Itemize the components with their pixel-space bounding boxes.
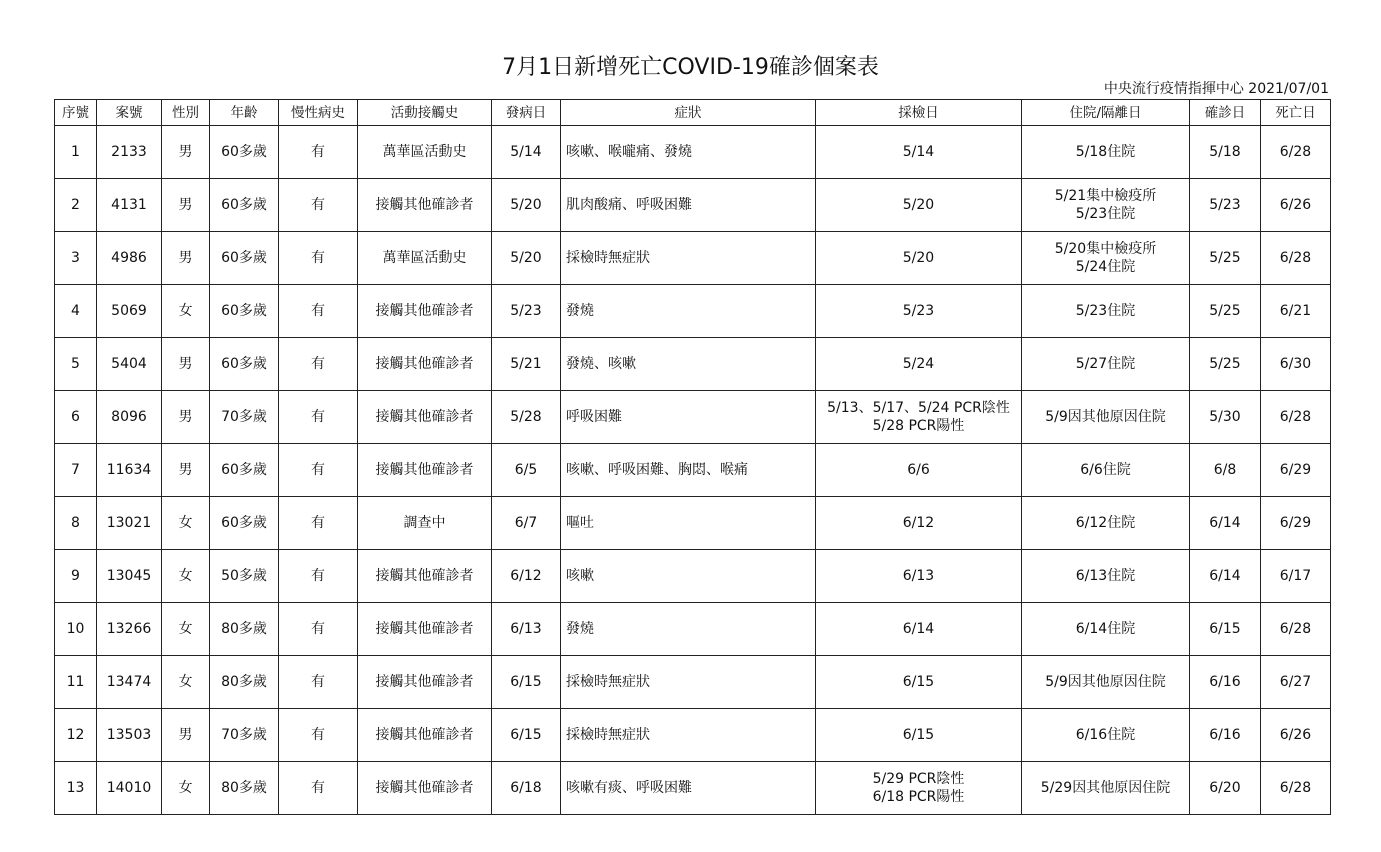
cell-age: 50多歲 [210, 550, 279, 603]
cell-death-date: 6/28 [1261, 391, 1331, 444]
cell-seq: 9 [55, 550, 97, 603]
cell-admit-date-line: 5/21集中檢疫所 [1054, 188, 1157, 204]
cell-confirm-date: 6/8 [1190, 444, 1261, 497]
cell-test-date-line: 5/23 [902, 303, 935, 319]
cell-onset-date: 6/15 [492, 709, 561, 762]
cell-age: 80多歲 [210, 762, 279, 815]
cell-sex: 女 [162, 656, 210, 709]
cell-onset-date: 5/28 [492, 391, 561, 444]
cell-sex: 男 [162, 179, 210, 232]
cell-onset-date: 6/18 [492, 762, 561, 815]
table-row [55, 126, 1331, 179]
cell-admit-date [1022, 762, 1190, 815]
table-row [55, 232, 1331, 285]
cell-seq: 3 [55, 232, 97, 285]
cell-chronic-history: 有 [279, 232, 358, 285]
cell-confirm-date: 6/16 [1190, 709, 1261, 762]
cell-test-date [816, 338, 1022, 391]
cell-admit-date-line: 5/23住院 [1075, 303, 1136, 319]
cell-admit-date [1022, 656, 1190, 709]
cell-sex: 女 [162, 497, 210, 550]
cell-admit-date-line: 6/12住院 [1075, 515, 1136, 531]
header-row [55, 100, 1331, 126]
cell-admit-date-line: 5/18住院 [1075, 144, 1136, 160]
column-header: 序號 [55, 100, 97, 126]
cell-chronic-history: 有 [279, 709, 358, 762]
cell-admit-date [1022, 709, 1190, 762]
cell-contact-history: 接觸其他確診者 [358, 656, 492, 709]
cell-admit-date-line: 6/16住院 [1075, 727, 1136, 743]
table-row [55, 603, 1331, 656]
table-row [55, 285, 1331, 338]
cell-confirm-date: 6/14 [1190, 550, 1261, 603]
cell-age: 60多歲 [210, 285, 279, 338]
cell-death-date: 6/26 [1261, 709, 1331, 762]
cell-test-date-line: 5/13、5/17、5/24 PCR陰性 [827, 400, 1010, 416]
cell-test-date [816, 232, 1022, 285]
cell-test-date [816, 550, 1022, 603]
cell-chronic-history: 有 [279, 285, 358, 338]
table-row [55, 550, 1331, 603]
cell-admit-date-line: 5/23住院 [1075, 206, 1136, 222]
cell-contact-history: 接觸其他確診者 [358, 285, 492, 338]
cell-contact-history: 接觸其他確診者 [358, 444, 492, 497]
cell-contact-history: 接觸其他確診者 [358, 603, 492, 656]
cell-age: 60多歲 [210, 126, 279, 179]
cell-chronic-history: 有 [279, 179, 358, 232]
cell-age: 60多歲 [210, 497, 279, 550]
cell-admit-date [1022, 179, 1190, 232]
cell-symptoms: 發燒、咳嗽 [561, 338, 816, 391]
cell-confirm-date: 5/25 [1190, 338, 1261, 391]
cell-test-date [816, 603, 1022, 656]
cell-onset-date: 5/21 [492, 338, 561, 391]
table-row [55, 656, 1331, 709]
cell-case-number: 4131 [97, 179, 162, 232]
cell-contact-history: 接觸其他確診者 [358, 550, 492, 603]
cell-admit-date-line: 5/9因其他原因住院 [1045, 409, 1166, 425]
cell-death-date: 6/17 [1261, 550, 1331, 603]
cell-death-date: 6/28 [1261, 603, 1331, 656]
cell-test-date [816, 497, 1022, 550]
cell-test-date [816, 444, 1022, 497]
table-row [55, 497, 1331, 550]
table-row [55, 338, 1331, 391]
cell-chronic-history: 有 [279, 497, 358, 550]
cell-sex: 女 [162, 762, 210, 815]
cell-confirm-date: 6/20 [1190, 762, 1261, 815]
cell-seq: 11 [55, 656, 97, 709]
cell-death-date: 6/27 [1261, 656, 1331, 709]
cell-death-date: 6/28 [1261, 232, 1331, 285]
cell-case-number: 5404 [97, 338, 162, 391]
cell-admit-date [1022, 603, 1190, 656]
cell-admit-date-line: 6/6住院 [1080, 462, 1131, 478]
cell-contact-history: 接觸其他確診者 [358, 709, 492, 762]
cell-admit-date-line: 5/29因其他原因住院 [1040, 780, 1171, 796]
cell-seq: 12 [55, 709, 97, 762]
cell-chronic-history: 有 [279, 391, 358, 444]
cell-case-number: 13503 [97, 709, 162, 762]
cell-confirm-date: 6/15 [1190, 603, 1261, 656]
cell-confirm-date: 5/25 [1190, 285, 1261, 338]
cell-test-date [816, 126, 1022, 179]
table-row [55, 762, 1331, 815]
column-header: 性別 [162, 100, 210, 126]
cell-seq: 6 [55, 391, 97, 444]
cell-case-number: 5069 [97, 285, 162, 338]
column-header: 住院/隔離日 [1022, 100, 1190, 126]
cell-chronic-history: 有 [279, 444, 358, 497]
cell-onset-date: 5/14 [492, 126, 561, 179]
cell-admit-date [1022, 391, 1190, 444]
cell-symptoms: 肌肉酸痛、呼吸困難 [561, 179, 816, 232]
cell-chronic-history: 有 [279, 603, 358, 656]
cell-seq: 4 [55, 285, 97, 338]
cell-admit-date-line: 5/27住院 [1075, 356, 1136, 372]
cell-sex: 男 [162, 444, 210, 497]
cell-age: 60多歲 [210, 179, 279, 232]
cell-death-date: 6/28 [1261, 762, 1331, 815]
cell-admit-date [1022, 338, 1190, 391]
cell-sex: 女 [162, 285, 210, 338]
cell-case-number: 11634 [97, 444, 162, 497]
cell-contact-history: 接觸其他確診者 [358, 179, 492, 232]
cell-sex: 女 [162, 550, 210, 603]
cell-test-date-line: 6/18 PCR陽性 [872, 789, 965, 805]
cell-case-number: 8096 [97, 391, 162, 444]
cell-symptoms: 咳嗽、喉嚨痛、發燒 [561, 126, 816, 179]
cell-admit-date [1022, 285, 1190, 338]
cell-symptoms: 咳嗽、呼吸困難、胸悶、喉痛 [561, 444, 816, 497]
cell-test-date-line: 5/28 PCR陽性 [872, 418, 965, 434]
cell-symptoms: 咳嗽 [561, 550, 816, 603]
cell-test-date [816, 656, 1022, 709]
cell-age: 70多歲 [210, 709, 279, 762]
cell-sex: 男 [162, 709, 210, 762]
cell-case-number: 13474 [97, 656, 162, 709]
cell-chronic-history: 有 [279, 656, 358, 709]
cell-confirm-date: 6/14 [1190, 497, 1261, 550]
document-title: 7月1日新增死亡COVID-19確診個案表 [502, 55, 879, 80]
cell-test-date-line: 6/14 [902, 621, 935, 637]
cell-sex: 男 [162, 338, 210, 391]
cell-sex: 女 [162, 603, 210, 656]
cell-onset-date: 5/20 [492, 232, 561, 285]
cell-case-number: 13266 [97, 603, 162, 656]
cell-admit-date [1022, 497, 1190, 550]
cell-sex: 男 [162, 391, 210, 444]
cell-contact-history: 萬華區活動史 [358, 232, 492, 285]
column-header: 發病日 [492, 100, 561, 126]
cell-test-date [816, 391, 1022, 444]
cell-contact-history: 接觸其他確診者 [358, 391, 492, 444]
cell-test-date [816, 179, 1022, 232]
cell-onset-date: 6/12 [492, 550, 561, 603]
cell-death-date: 6/29 [1261, 444, 1331, 497]
cell-onset-date: 5/20 [492, 179, 561, 232]
cell-confirm-date: 5/18 [1190, 126, 1261, 179]
cell-confirm-date: 6/16 [1190, 656, 1261, 709]
cell-contact-history: 接觸其他確診者 [358, 338, 492, 391]
cell-test-date-line: 5/20 [902, 197, 935, 213]
column-header: 慢性病史 [279, 100, 358, 126]
cell-chronic-history: 有 [279, 338, 358, 391]
cell-admit-date [1022, 444, 1190, 497]
cell-symptoms: 發燒 [561, 285, 816, 338]
table-body [55, 126, 1331, 815]
cell-seq: 8 [55, 497, 97, 550]
cell-admit-date [1022, 232, 1190, 285]
cell-seq: 2 [55, 179, 97, 232]
column-header: 死亡日 [1261, 100, 1331, 126]
cell-seq: 5 [55, 338, 97, 391]
cell-age: 80多歲 [210, 656, 279, 709]
cell-death-date: 6/30 [1261, 338, 1331, 391]
column-header: 活動接觸史 [358, 100, 492, 126]
cell-confirm-date: 5/23 [1190, 179, 1261, 232]
cell-age: 60多歲 [210, 338, 279, 391]
cell-test-date-line: 6/15 [902, 674, 935, 690]
cell-sex: 男 [162, 232, 210, 285]
cell-onset-date: 6/13 [492, 603, 561, 656]
cell-test-date-line: 5/20 [902, 250, 935, 266]
cell-seq: 1 [55, 126, 97, 179]
cell-onset-date: 6/15 [492, 656, 561, 709]
cell-death-date: 6/28 [1261, 126, 1331, 179]
cell-test-date-line: 5/14 [902, 144, 935, 160]
cell-symptoms: 發燒 [561, 603, 816, 656]
cell-confirm-date: 5/30 [1190, 391, 1261, 444]
table-row [55, 391, 1331, 444]
cell-case-number: 4986 [97, 232, 162, 285]
cell-sex: 男 [162, 126, 210, 179]
cell-test-date-line: 5/24 [902, 356, 935, 372]
cell-test-date [816, 762, 1022, 815]
cell-contact-history: 接觸其他確診者 [358, 762, 492, 815]
column-header: 症狀 [561, 100, 816, 126]
table-row [55, 444, 1331, 497]
cell-chronic-history: 有 [279, 762, 358, 815]
cell-symptoms: 採檢時無症狀 [561, 232, 816, 285]
cell-case-number: 13045 [97, 550, 162, 603]
cell-chronic-history: 有 [279, 550, 358, 603]
cell-age: 80多歲 [210, 603, 279, 656]
cell-case-number: 13021 [97, 497, 162, 550]
cell-seq: 13 [55, 762, 97, 815]
cell-symptoms: 咳嗽有痰、呼吸困難 [561, 762, 816, 815]
column-header: 確診日 [1190, 100, 1261, 126]
column-header: 案號 [97, 100, 162, 126]
cell-case-number: 2133 [97, 126, 162, 179]
cell-symptoms: 採檢時無症狀 [561, 656, 816, 709]
cell-test-date-line: 6/13 [902, 568, 935, 584]
cell-test-date [816, 285, 1022, 338]
cell-death-date: 6/29 [1261, 497, 1331, 550]
cell-admit-date-line: 5/9因其他原因住院 [1045, 674, 1166, 690]
cell-test-date-line: 5/29 PCR陰性 [872, 771, 965, 787]
cell-admit-date [1022, 126, 1190, 179]
document-source: 中央流行疫情指揮中心 2021/07/01 [1103, 81, 1329, 97]
cell-seq: 7 [55, 444, 97, 497]
column-header: 年齡 [210, 100, 279, 126]
cell-symptoms: 採檢時無症狀 [561, 709, 816, 762]
cell-test-date-line: 6/12 [902, 515, 935, 531]
cell-case-number: 14010 [97, 762, 162, 815]
cell-test-date-line: 6/15 [902, 727, 935, 743]
table-row [55, 179, 1331, 232]
cell-test-date-line: 6/6 [907, 462, 930, 478]
cell-contact-history: 萬華區活動史 [358, 126, 492, 179]
cell-contact-history: 調查中 [358, 497, 492, 550]
cell-onset-date: 6/7 [492, 497, 561, 550]
cell-symptoms: 呼吸困難 [561, 391, 816, 444]
cases-table [54, 99, 1331, 815]
cell-admit-date [1022, 550, 1190, 603]
cell-test-date [816, 709, 1022, 762]
cell-onset-date: 6/5 [492, 444, 561, 497]
cell-onset-date: 5/23 [492, 285, 561, 338]
cell-age: 60多歲 [210, 444, 279, 497]
cell-confirm-date: 5/25 [1190, 232, 1261, 285]
cell-admit-date-line: 6/14住院 [1075, 621, 1136, 637]
cell-admit-date-line: 5/20集中檢疫所 [1054, 241, 1157, 257]
cell-age: 60多歲 [210, 232, 279, 285]
table-row [55, 709, 1331, 762]
cell-death-date: 6/26 [1261, 179, 1331, 232]
cell-admit-date-line: 5/24住院 [1075, 259, 1136, 275]
cell-admit-date-line: 6/13住院 [1075, 568, 1136, 584]
cell-chronic-history: 有 [279, 126, 358, 179]
column-header: 採檢日 [816, 100, 1022, 126]
cell-death-date: 6/21 [1261, 285, 1331, 338]
cell-seq: 10 [55, 603, 97, 656]
cell-symptoms: 嘔吐 [561, 497, 816, 550]
cell-age: 70多歲 [210, 391, 279, 444]
